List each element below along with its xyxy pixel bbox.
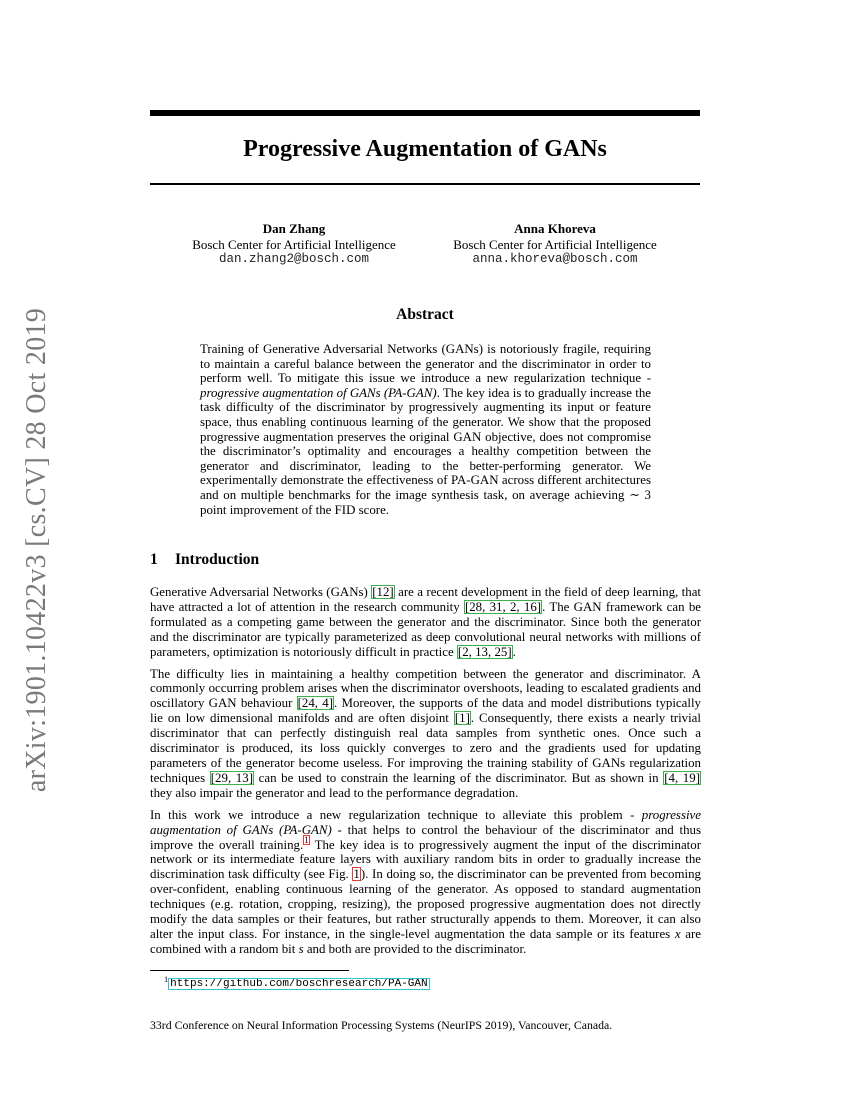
footnote-link[interactable]: https://github.com/boschresearch/PA-GAN	[170, 978, 428, 991]
paragraph	[150, 667, 701, 801]
paper-title: Progressive Augmentation of GANs	[243, 136, 607, 162]
author-email[interactable]: dan.zhang2@bosch.com	[218, 252, 370, 266]
venue-note: 33rd Conference on Neural Information Processing Systems (NeurIPS 2019), Vancouver, Canada.	[150, 1018, 613, 1032]
paragraph-text: .	[512, 644, 516, 659]
abstract-text-start: Training of Generative Adversarial Networks (GANs) is notoriously fragile, requiring to maintain a careful balance between the generator and the discriminator in order to perform well. To mitigate this issue we introduce a new regularization technique -	[200, 342, 651, 386]
author-block	[154, 221, 434, 268]
arxiv-stamp: arXiv:1901.10422v3 [cs.CV] 28 Oct 2019	[21, 307, 52, 793]
emphasis-text: s	[298, 941, 304, 956]
abstract-text-end: . The key idea is to gradually increase the task difficulty of the discriminator by progressively augmenting its input or feature space, thus enabling continuous learning of the generator. We show that the proposed progressive augmentation preserves the original GAN objective, does not compromise the discriminator’s optimality and encourages a healthy competition between the generator and discriminator, leading to the better-performing generator. We experimentally demonstrate the effectiveness of PA-GAN across different architectures and on multiple benchmarks for the image synthesis task, on average achieving ∼ 3 point improvement of the FID score.	[200, 385, 651, 517]
footnote-mark: 1	[164, 975, 169, 984]
figure-ref-link[interactable]: 1	[353, 867, 360, 882]
abstract-heading: Abstract	[396, 306, 454, 323]
emphasis-text: progressive augmentation of GANs (PA-GAN)	[150, 807, 701, 837]
paragraph	[150, 585, 701, 660]
citation-link[interactable]: [24, 4]	[297, 696, 334, 711]
paragraph-text: they also impair the generator and lead to the performance degradation.	[150, 785, 519, 800]
paragraph	[150, 808, 701, 957]
citation-link[interactable]: [2, 13, 25]	[457, 644, 512, 659]
citation-link[interactable]: [28, 31, 2, 16]	[464, 599, 542, 614]
emphasis-text: x	[674, 926, 681, 941]
section-number: 1	[150, 551, 158, 568]
author-name: Dan Zhang	[262, 221, 326, 236]
paragraph-text: The key idea is to progressively augment the input of the discriminator network or its intermediate feature layers with auxiliary random bits in order to gradually increase the discrimination task difficulty (see Fig.	[150, 837, 701, 882]
intro-body	[150, 585, 701, 964]
citation-link[interactable]: [1]	[454, 711, 470, 726]
paragraph-text: In this work we introduce a new regularization technique to alleviate this problem -	[150, 807, 642, 822]
paragraph-text: . Consequently, there exists a nearly trivial discriminator that can perfectly distinguish real data samples from synthetic ones. Once such a discriminator is produced, its loss quickly converges to zero and the gradients used for updating parameters of the generator become useless. For improving the training stability of GANs regularization techniques	[150, 711, 701, 785]
paragraph-text: are combined with a random bit	[150, 926, 701, 956]
section-title: Introduction	[175, 551, 260, 568]
abstract-method-name: progressive augmentation of GANs (PA-GAN)	[200, 385, 437, 400]
section-heading	[150, 551, 259, 569]
paragraph-text: can be used to constrain the learning of the discriminator. But as shown in	[254, 770, 664, 785]
paragraph-text: . The GAN framework can be formulated as a competing game between the generator and the discriminator. Since both the generator and the discriminator are typically parameterized as deep convolutional neural networks with millions of parameters, optimization is notoriously difficult in practice	[150, 599, 701, 659]
title-top-rule	[150, 110, 700, 116]
author-email[interactable]: anna.khoreva@bosch.com	[472, 252, 638, 266]
paragraph-text: and both are provided to the discriminator.	[303, 941, 527, 956]
author-block	[415, 221, 695, 268]
author-name: Anna Khoreva	[514, 221, 596, 236]
author-affiliation: Bosch Center for Artificial Intelligence	[192, 236, 396, 252]
citation-link[interactable]: [4, 19]	[664, 770, 700, 785]
paragraph-text: - that helps to control the behaviour of the discriminator and thus improve the overall training.	[150, 822, 701, 852]
footnote	[164, 975, 430, 990]
title-bottom-rule	[150, 183, 700, 185]
footnote-rule	[150, 970, 349, 971]
paragraph-text: The difficulty lies in maintaining a healthy competition between the generator and discriminator. A commonly occurring problem arises when the discriminator overshoots, leading to escalated gradients and oscillatory GAN behaviour	[150, 666, 701, 711]
author-affiliation: Bosch Center for Artificial Intelligence	[453, 236, 657, 252]
abstract-text	[200, 342, 651, 517]
paragraph-text: ). In doing so, the discriminator can be prevented from becoming over-confident, enabling continuous learning of the generator. As opposed to standard augmentation techniques (e.g. rotation, cropping, resizing), the proposed progressive augmentation does not directly modify the data samples or their features, but rather structurally appends to them. Moreover, it can also alter the input class. For instance, in the single-level augmentation the data sample or its features	[150, 867, 701, 941]
paragraph-text: Generative Adversarial Networks (GANs)	[150, 585, 372, 599]
citation-link[interactable]: [29, 13]	[210, 770, 253, 785]
citation-link[interactable]: [12]	[372, 585, 394, 599]
footnote-ref-link[interactable]: 1	[304, 835, 309, 846]
paragraph-text: are a recent development in the field of deep learning, that have attracted a lot of attention in the research community	[150, 585, 702, 614]
paragraph-text: . Moreover, the supports of the data and model distributions typically lie on low dimensional manifolds and are often disjoint	[150, 696, 701, 726]
